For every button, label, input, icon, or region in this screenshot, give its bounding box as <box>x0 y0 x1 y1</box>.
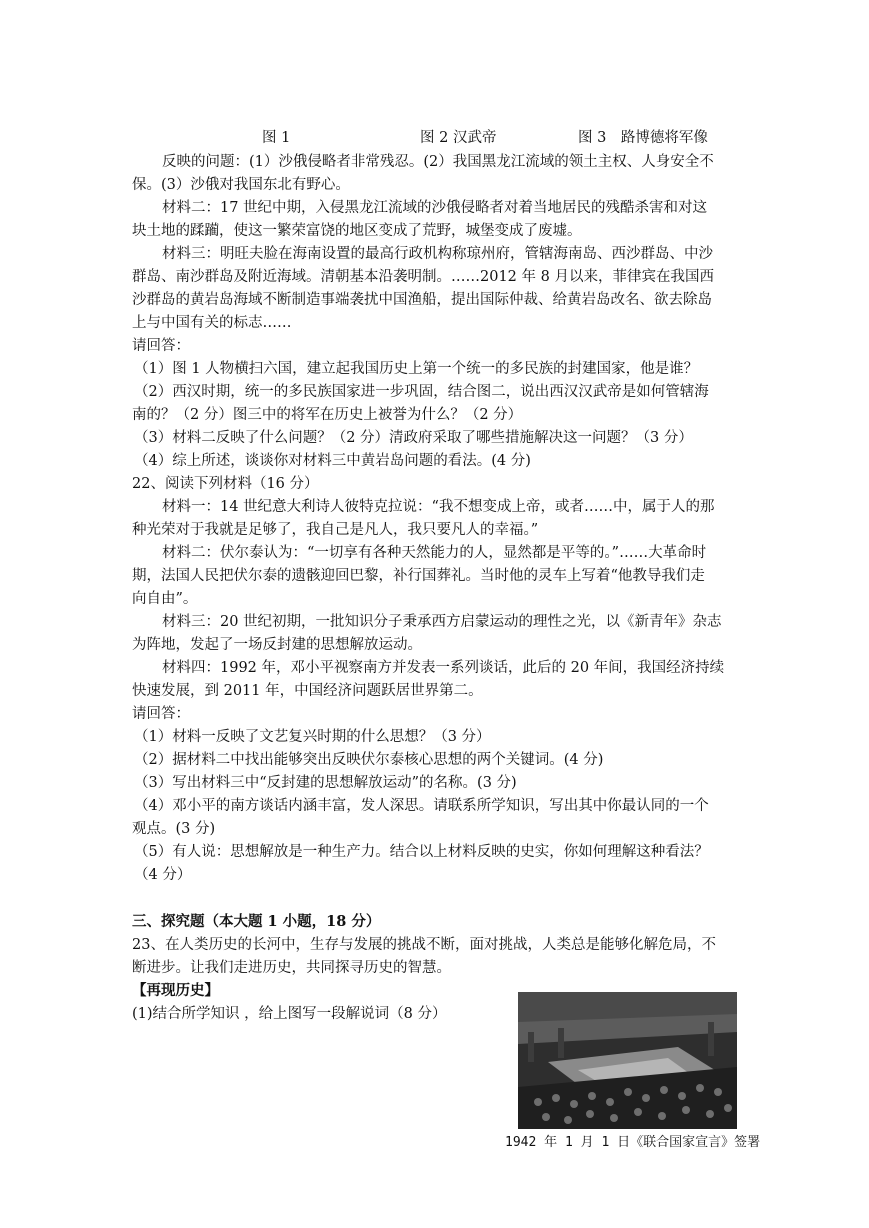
question-item: （2）西汉时期，统一的多民族国家进一步巩固，结合图二，说出西汉汉武帝是如何管辖海 <box>134 384 709 400</box>
subsection-heading: 【再现历史】 <box>132 982 219 999</box>
question-item: （5）有人说：思想解放是一种生产力。结合以上材料反映的史实，你如何理解这种看法？ <box>134 844 709 860</box>
figure-3-caption: 图 3 路博德将军像 <box>578 130 708 146</box>
declaration-signing-photo <box>518 992 737 1129</box>
text-line: 快速发展，到 2011 年，中国经济问题跃居世界第二。 <box>132 683 483 699</box>
question-item: （4 分） <box>134 867 192 883</box>
text-line: 材料三：20 世纪初期，一批知识分子秉承西方启蒙运动的理性之光，以《新青年》杂志 <box>162 614 722 630</box>
text-line: 上与中国有关的标志…… <box>132 315 292 331</box>
text-line: 材料二：伏尔泰认为：“一切享有各种天然能力的人，显然都是平等的。”……大革命时 <box>162 545 707 561</box>
text-line: 期，法国人民把伏尔泰的遗骸迎回巴黎，补行国葬礼。当时他的灵车上写着“他教导我们走 <box>132 568 705 584</box>
text-line: 向自由”。 <box>132 591 198 607</box>
question-item: （4）邓小平的南方谈话内涵丰富，发人深思。请联系所学知识，写出其中你最认同的一个 <box>134 798 709 814</box>
question-item: （3）写出材料三中“反封建的思想解放运动”的名称。(3 分) <box>134 775 517 791</box>
question-heading: 请回答： <box>132 338 190 354</box>
question-number: 22、阅读下列材料（16 分） <box>132 476 319 492</box>
text-line: 沙群岛的黄岩岛海域不断制造事端袭扰中国渔船，提出国际仲裁、给黄岩岛改名、欲去除岛 <box>132 292 712 308</box>
text-line: 块土地的蹂躏，使这一繁荣富饶的地区变成了荒野，城堡变成了废墟。 <box>132 223 582 239</box>
section-heading: 三、探究题（本大题 1 小题，18 分） <box>132 913 381 930</box>
question-item: 南的？（2 分）图三中的将军在历史上被誉为什么？（2 分） <box>132 407 523 423</box>
text-line: 为阵地，发起了一场反封建的思想解放运动。 <box>132 637 422 653</box>
text-line: 23、在人类历史的长河中，生存与发展的挑战不断，面对挑战，人类总是能够化解危局，不 <box>132 937 716 953</box>
text-line: 群岛、南沙群岛及附近海域。清朝基本沿袭明制。……2012 年 8 月以来，菲律宾在我国西 <box>132 269 714 285</box>
figure-2-caption: 图 2 汉武帝 <box>420 130 497 146</box>
photo-caption: 1942 年 1 月 1 日《联合国家宣言》签署 <box>505 1135 761 1150</box>
question-item: (1)结合所学知识 ，给上图写一段解说词（8 分） <box>132 1006 447 1022</box>
question-item: （2）据材料二中找出能够突出反映伏尔泰核心思想的两个关键词。(4 分) <box>134 752 604 768</box>
text-line: 反映的问题：(1）沙俄侵略者非常残忍。(2）我国黑龙江流域的领土主权、人身安全不 <box>162 154 714 170</box>
question-item: （4）综上所述，谈谈你对材料三中黄岩岛问题的看法。(4 分) <box>134 453 531 469</box>
text-line: 材料四：1992 年，邓小平视察南方并发表一系列谈话，此后的 20 年间，我国经济持续 <box>162 660 725 676</box>
figure-1-caption: 图 1 <box>262 130 291 146</box>
question-item: （1）材料一反映了文艺复兴时期的什么思想？（3 分） <box>134 729 491 745</box>
text-line: 材料一：14 世纪意大利诗人彼特克拉说：“我不想变成上帝，或者……中，属于人的那 <box>162 499 715 515</box>
text-line: 断进步。让我们走进历史，共同探寻历史的智慧。 <box>132 960 451 976</box>
question-item: （1）图 1 人物横扫六国，建立起我国历史上第一个统一的多民族的封建国家，他是谁？ <box>134 361 699 377</box>
text-line: 材料二：17 世纪中期，入侵黑龙江流域的沙俄侵略者对着当地居民的残酷杀害和对这 <box>162 200 708 216</box>
question-item: （3）材料二反映了什么问题？（2 分）清政府采取了哪些措施解决这一问题？（3 分） <box>134 430 693 446</box>
text-line: 保。(3）沙俄对我国东北有野心。 <box>132 177 350 193</box>
text-line: 种光荣对于我就是足够了，我自己是凡人，我只要凡人的幸福。” <box>132 522 539 538</box>
text-line: 材料三：明旺夫脸在海南设置的最高行政机构称琼州府，管辖海南岛、西沙群岛、中沙 <box>162 246 713 262</box>
question-item: 观点。(3 分) <box>132 821 216 837</box>
question-heading: 请回答： <box>132 706 190 722</box>
